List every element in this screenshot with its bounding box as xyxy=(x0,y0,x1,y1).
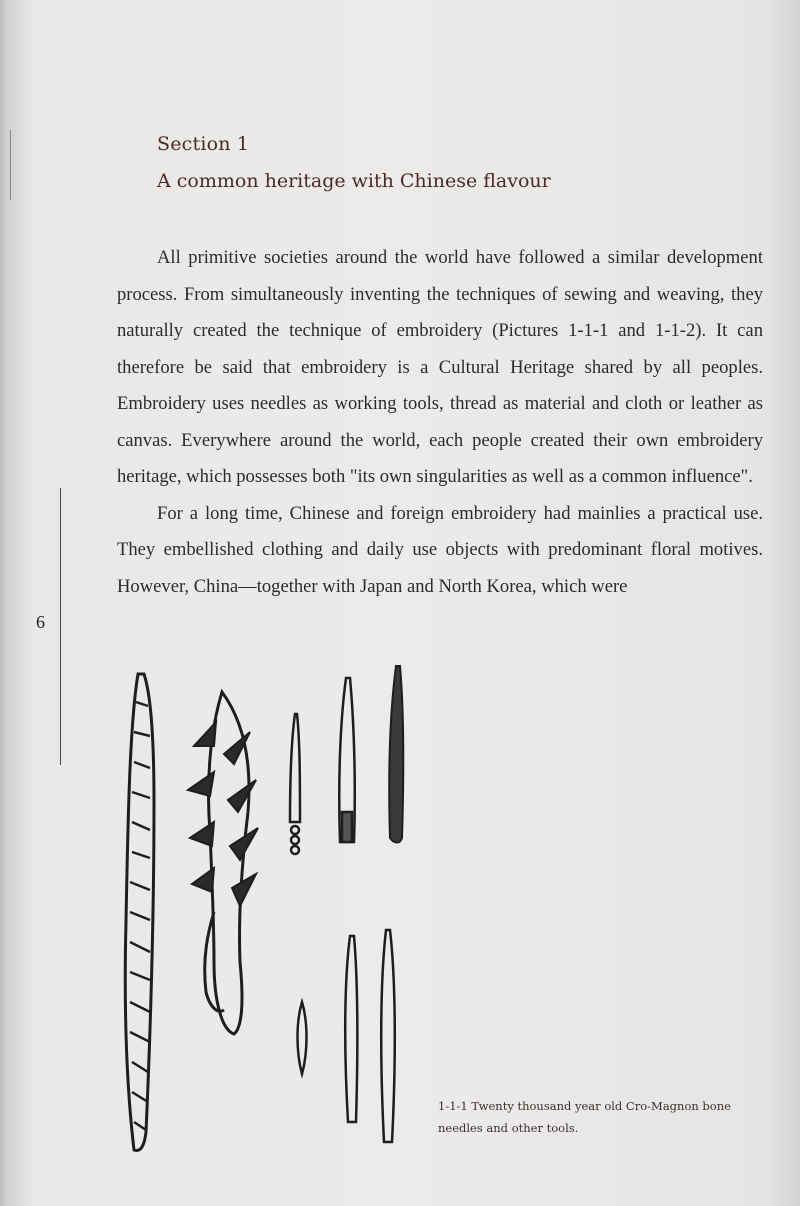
paragraph-2: For a long time, Chinese and foreign embroidery had mainlies a practical use. They embellished clothing and daily use objects with predominant floral motives. However, China—together with Japan and North Korea, which were xyxy=(117,502,763,597)
margin-rule xyxy=(60,488,61,765)
bone-needle-lower-2 xyxy=(381,930,395,1142)
bone-needle-ringed xyxy=(290,714,300,854)
body-text xyxy=(117,240,763,605)
bone-needle-lower-1 xyxy=(345,936,357,1122)
bone-needle-tall-1 xyxy=(339,678,355,842)
bone-needle-tall-2 xyxy=(389,666,403,843)
page-binding-edge xyxy=(0,0,8,1206)
binding-hairline xyxy=(10,130,11,200)
bone-harpoon-long xyxy=(125,674,154,1150)
bone-barbed-harpoon xyxy=(188,692,258,1034)
section-label: Section 1 xyxy=(157,133,250,155)
section-title: A common heritage with Chinese flavour xyxy=(157,170,551,192)
bone-tools-illustration xyxy=(110,662,430,1162)
figure-caption xyxy=(438,1095,768,1139)
page-number: 6 xyxy=(36,612,45,632)
bone-needle-small xyxy=(298,1002,307,1074)
caption-line-2: needles and other tools. xyxy=(438,1121,579,1135)
paragraph-1: All primitive societies around the world have followed a similar development process. From simultaneously inventing the techniques of sewing and weaving, they naturally created the technique of embroidery (Pictures 1-1-1 and 1-1-2). It can therefore be said that embroidery is a Cultural Heritage shared by all peoples. Embroidery uses needles as working tools, thread as material and cloth or leather as canvas. Everywhere around the world, each people created their own embroidery heritage, which possesses both "its own singularities as well as a common influence". xyxy=(117,247,763,487)
caption-line-1: 1-1-1 Twenty thousand year old Cro-Magnon bone xyxy=(438,1099,731,1113)
